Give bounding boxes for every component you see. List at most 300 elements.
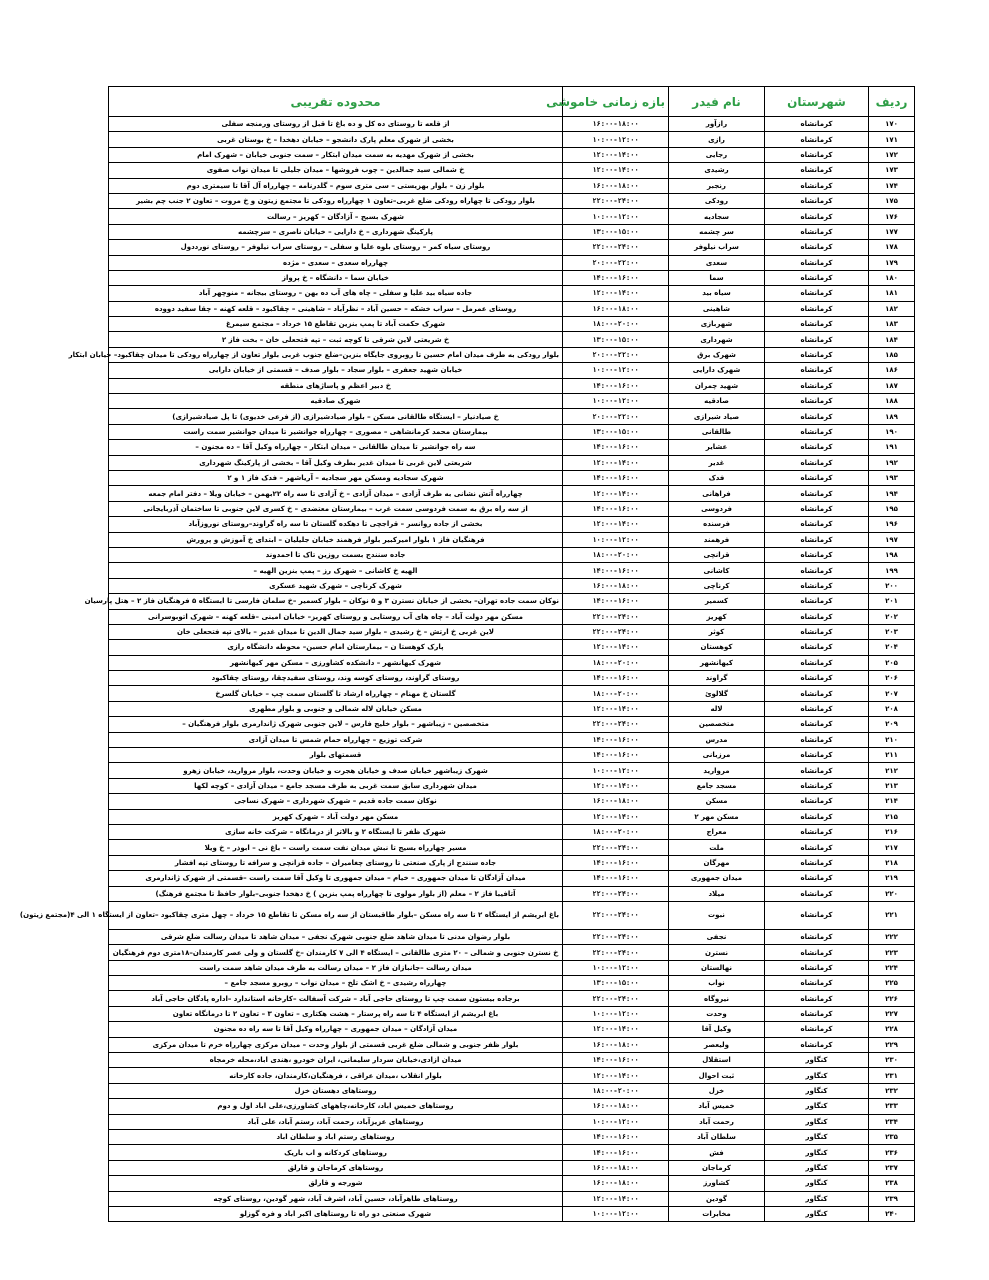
cell-approximate-area: خ صیادنیار – ایستگاه طالقانی مسکن – بلوار صیادشیرازی (از فرعی خدیوی) تا پل صیادشیرازی) <box>109 409 563 424</box>
cell-row-number: ۲۳۲ <box>869 1083 915 1098</box>
cell-outage-time: ۱۳:۰۰-۱۵:۰۰ <box>563 976 669 991</box>
cell-feeder-name: متخصصین <box>669 717 765 732</box>
cell-row-number: ۱۹۷ <box>869 532 915 547</box>
cell-feeder-name: طالقانی <box>669 424 765 439</box>
cell-city: کرمانشاه <box>765 178 869 193</box>
cell-approximate-area: پارک کوهستا ن – بیمارستان امام حسین– محوطه دانشگاه رازی <box>109 640 563 655</box>
cell-row-number: ۱۸۸ <box>869 394 915 409</box>
cell-feeder-name: کیهانشهر <box>669 655 765 670</box>
cell-outage-time: ۲۲:۰۰-۲۴:۰۰ <box>563 609 669 624</box>
cell-city: کرمانشاه <box>765 840 869 855</box>
cell-approximate-area: روستاهای دهستان خزل <box>109 1083 563 1098</box>
cell-row-number: ۲۲۵ <box>869 976 915 991</box>
cell-feeder-name: رنجبر <box>669 178 765 193</box>
cell-row-number: ۲۰۶ <box>869 671 915 686</box>
cell-city: کنگاور <box>765 1053 869 1068</box>
table-row <box>109 240 915 255</box>
cell-feeder-name: رحمت آباد <box>669 1114 765 1129</box>
cell-approximate-area: روستاهای کردکانه و اب باریک <box>109 1145 563 1160</box>
cell-approximate-area: روستای عمرمل – سراب خشکه – حسین آباد – نظرآباد – شاهینی – چقاکبود – قلعه کهنه – چقا سفید دووده <box>109 301 563 316</box>
cell-feeder-name: کسمیر <box>669 594 765 609</box>
cell-feeder-name: سلطان آباد <box>669 1130 765 1145</box>
cell-approximate-area: روستای گراوند، روستای کوسه وند، روستای سفیدچقا، روستای چقاکبود <box>109 671 563 686</box>
cell-row-number: ۲۲۳ <box>869 945 915 960</box>
cell-row-number: ۱۸۰ <box>869 270 915 285</box>
cell-city: کرمانشاه <box>765 640 869 655</box>
cell-approximate-area: میدان شهرداری سابق سمت غربی به طرف مسجد جامع – میدان آزادی – کوچه لکها <box>109 778 563 793</box>
cell-city: کرمانشاه <box>765 317 869 332</box>
cell-row-number: ۱۸۱ <box>869 286 915 301</box>
cell-feeder-name: لاله <box>669 701 765 716</box>
table-row <box>109 409 915 424</box>
cell-city: کرمانشاه <box>765 701 869 716</box>
cell-outage-time: ۲۰:۰۰-۲۲:۰۰ <box>563 347 669 362</box>
table-row <box>109 209 915 224</box>
table-row <box>109 501 915 516</box>
table-row <box>109 178 915 193</box>
cell-approximate-area: مسکن خیابان لاله شمالی و جنوبی و بلوار مطهری <box>109 701 563 716</box>
cell-approximate-area: روستاهای کرماجان و قارلق <box>109 1160 563 1175</box>
cell-outage-time: ۱۰:۰۰-۱۲:۰۰ <box>563 132 669 147</box>
table-row <box>109 1068 915 1083</box>
cell-row-number: ۲۳۱ <box>869 1068 915 1083</box>
cell-row-number: ۲۳۴ <box>869 1114 915 1129</box>
cell-approximate-area: شرکت توزیع – چهارراه حمام شمس تا میدان آزادی <box>109 732 563 747</box>
cell-feeder-name: رشیدی <box>669 163 765 178</box>
cell-feeder-name: مروارید <box>669 763 765 778</box>
cell-approximate-area: از سه راه برق به سمت فردوسی سمت غرب – بیمارستان معتضدی – خ کسری لاین جنوبی تا ساختمان آذربایجانی <box>109 501 563 516</box>
cell-city: کرمانشاه <box>765 193 869 208</box>
header-feeder-name: نام فیدر <box>669 87 765 117</box>
cell-feeder-name: سعدی <box>669 255 765 270</box>
cell-city: کرمانشاه <box>765 132 869 147</box>
table-row <box>109 1053 915 1068</box>
table-row <box>109 1191 915 1206</box>
cell-feeder-name: شهربازی <box>669 317 765 332</box>
cell-row-number: ۲۰۵ <box>869 655 915 670</box>
cell-approximate-area: چهارراه آتش نشانی به طرف آزادی – میدان آزادی – خ آزادی تا سه راه ۲۲بهمن – خیابان ویلا – دفتر امام جمعه <box>109 486 563 501</box>
cell-row-number: ۱۷۶ <box>869 209 915 224</box>
cell-feeder-name: فرهمند <box>669 532 765 547</box>
cell-approximate-area: از قلعه تا روستای ده کل و ده باغ تا قبل از روستای ورمنجه سفلی <box>109 117 563 132</box>
table-row <box>109 332 915 347</box>
cell-feeder-name: ملت <box>669 840 765 855</box>
cell-row-number: ۱۹۱ <box>869 440 915 455</box>
cell-city: کرمانشاه <box>765 991 869 1006</box>
cell-feeder-name: خمیس آباد <box>669 1099 765 1114</box>
cell-feeder-name: مسکن <box>669 794 765 809</box>
cell-outage-time: ۱۲:۰۰-۱۴:۰۰ <box>563 701 669 716</box>
cell-feeder-name: فدک <box>669 470 765 485</box>
cell-feeder-name: شهید چمران <box>669 378 765 393</box>
table-row <box>109 824 915 839</box>
cell-outage-time: ۱۰:۰۰-۱۲:۰۰ <box>563 1006 669 1021</box>
cell-city: کرمانشاه <box>765 717 869 732</box>
cell-city: کرمانشاه <box>765 424 869 439</box>
cell-outage-time: ۱۸:۰۰-۲۰:۰۰ <box>563 686 669 701</box>
cell-city: کنگاور <box>765 1114 869 1129</box>
cell-city: کرمانشاه <box>765 363 869 378</box>
cell-row-number: ۱۹۶ <box>869 517 915 532</box>
cell-row-number: ۲۱۴ <box>869 794 915 809</box>
table-row <box>109 763 915 778</box>
cell-approximate-area: میدان آزادگان تا میدان جمهوری – خیام – میدان جمهوری تا وکیل آقا سمت راست –قسمتی از شهرک ژاندارمری <box>109 871 563 886</box>
cell-city: کرمانشاه <box>765 301 869 316</box>
cell-approximate-area: میدان آزادگان – میدان جمهوری – چهارراه وکیل آقا تا سه راه ده مجنون <box>109 1022 563 1037</box>
table-row <box>109 440 915 455</box>
cell-feeder-name: ثبت احوال <box>669 1068 765 1083</box>
cell-outage-time: ۱۴:۰۰-۱۶:۰۰ <box>563 440 669 455</box>
cell-feeder-name: میلاد <box>669 886 765 901</box>
cell-city: کنگاور <box>765 1160 869 1175</box>
cell-city: کنگاور <box>765 1083 869 1098</box>
cell-approximate-area: روستاهای خمیس اباد، کارخانه،چاههای کشاورزی،علی اباد اول و دوم <box>109 1099 563 1114</box>
cell-outage-time: ۱۲:۰۰-۱۴:۰۰ <box>563 778 669 793</box>
cell-approximate-area: مسکن مهر دولت آباد – چاه های آب روستایی و روستای کهریز– خیابان امینی –قلعه کهنه – شهرک اتوبوسرانی <box>109 609 563 624</box>
cell-feeder-name: رازی <box>669 132 765 147</box>
cell-row-number: ۱۸۵ <box>869 347 915 362</box>
cell-feeder-name: فراهانی <box>669 486 765 501</box>
cell-outage-time: ۱۲:۰۰-۱۴:۰۰ <box>563 640 669 655</box>
table-row <box>109 1114 915 1129</box>
cell-city: کرمانشاه <box>765 732 869 747</box>
cell-feeder-name: عشایر <box>669 440 765 455</box>
cell-feeder-name: استقلال <box>669 1053 765 1068</box>
cell-approximate-area: میدان رسالت –جانبازان فاز ۲ – میدان رسالت به طرف میدان شاهد سمت راست <box>109 960 563 975</box>
outage-schedule-sheet <box>19 86 914 1222</box>
cell-approximate-area: بلوار ظفر جنوبی و شمالی ضلع غربی قسمتی از بلوار وحدت – میدان مرکزی چهارراه خرم تا میدان مرکزی <box>109 1037 563 1052</box>
cell-row-number: ۲۱۹ <box>869 871 915 886</box>
cell-city: کرمانشاه <box>765 563 869 578</box>
cell-feeder-name: کاشانی <box>669 563 765 578</box>
cell-outage-time: ۱۴:۰۰-۱۶:۰۰ <box>563 748 669 763</box>
cell-row-number: ۲۱۶ <box>869 824 915 839</box>
table-row <box>109 147 915 162</box>
cell-row-number: ۱۷۱ <box>869 132 915 147</box>
cell-row-number: ۱۹۳ <box>869 470 915 485</box>
cell-outage-time: ۱۴:۰۰-۱۶:۰۰ <box>563 470 669 485</box>
header-city: شهرستان <box>765 87 869 117</box>
cell-row-number: ۲۳۶ <box>869 1145 915 1160</box>
table-row <box>109 563 915 578</box>
table-row <box>109 1037 915 1052</box>
cell-city: کرمانشاه <box>765 901 869 929</box>
table-row <box>109 270 915 285</box>
cell-outage-time: ۱۶:۰۰-۱۸:۰۰ <box>563 1099 669 1114</box>
cell-outage-time: ۲۲:۰۰-۲۴:۰۰ <box>563 193 669 208</box>
cell-outage-time: ۱۲:۰۰-۱۴:۰۰ <box>563 1191 669 1206</box>
cell-city: کرمانشاه <box>765 440 869 455</box>
cell-city: کرمانشاه <box>765 224 869 239</box>
cell-approximate-area: شهرک کیهانشهر – دانشکده کشاورزی – مسکن مهر کیهانشهر <box>109 655 563 670</box>
cell-feeder-name: کشاورز <box>669 1176 765 1191</box>
cell-outage-time: ۱۲:۰۰-۱۴:۰۰ <box>563 1022 669 1037</box>
table-row <box>109 1176 915 1191</box>
cell-row-number: ۲۴۰ <box>869 1206 915 1221</box>
table-row <box>109 578 915 593</box>
cell-outage-time: ۲۲:۰۰-۲۴:۰۰ <box>563 991 669 1006</box>
cell-city: کنگاور <box>765 1206 869 1221</box>
cell-city: کرمانشاه <box>765 655 869 670</box>
header-outage-time: بازه زمانی خاموشی <box>563 87 669 117</box>
cell-outage-time: ۲۲:۰۰-۲۴:۰۰ <box>563 717 669 732</box>
cell-city: کرمانشاه <box>765 547 869 562</box>
cell-city: کرمانشاه <box>765 763 869 778</box>
table-row <box>109 470 915 485</box>
cell-feeder-name: شاهینی <box>669 301 765 316</box>
cell-approximate-area: گلستان خ مهنام – چهارراه ارشاد تا گلستان سمت چپ – خیابان گلسرخ <box>109 686 563 701</box>
cell-outage-time: ۱۲:۰۰-۱۴:۰۰ <box>563 163 669 178</box>
table-row <box>109 748 915 763</box>
cell-approximate-area: شهرک ظفر تا ایستگاه ۲ و بالاتر از درمانگاه – شرکت خانه سازی <box>109 824 563 839</box>
cell-feeder-name: وحدت <box>669 1006 765 1021</box>
cell-approximate-area: خ شمالی سید جمالدین – چوب فروشها – میدان جلیلی تا میدان نواب صفوی <box>109 163 563 178</box>
table-row <box>109 794 915 809</box>
cell-city: کرمانشاه <box>765 517 869 532</box>
cell-row-number: ۲۲۲ <box>869 929 915 944</box>
cell-feeder-name: سر چشمه <box>669 224 765 239</box>
cell-city: کرمانشاه <box>765 976 869 991</box>
cell-approximate-area: چهارراه رشیدی – خ اشک تلخ – میدان نواب – روبرو مسجد جامع – <box>109 976 563 991</box>
cell-approximate-area: روستاهای عزیزآباد، رحمت آباد، رستم آباد، علی آباد <box>109 1114 563 1129</box>
cell-row-number: ۲۰۰ <box>869 578 915 593</box>
cell-row-number: ۱۹۹ <box>869 563 915 578</box>
cell-city: کرمانشاه <box>765 409 869 424</box>
cell-approximate-area: مسکن مهر دولت آباد – شهرک کهریز <box>109 809 563 824</box>
cell-city: کرمانشاه <box>765 778 869 793</box>
cell-city: کرمانشاه <box>765 240 869 255</box>
cell-outage-time: ۱۰:۰۰-۱۲:۰۰ <box>563 1206 669 1221</box>
cell-outage-time: ۲۲:۰۰-۲۴:۰۰ <box>563 840 669 855</box>
cell-feeder-name: مدرس <box>669 732 765 747</box>
cell-outage-time: ۱۰:۰۰-۱۲:۰۰ <box>563 532 669 547</box>
cell-outage-time: ۲۲:۰۰-۲۴:۰۰ <box>563 624 669 639</box>
cell-outage-time: ۱۶:۰۰-۱۸:۰۰ <box>563 1176 669 1191</box>
cell-approximate-area: شهرک زیباشهر خیابان صدف و خیابان هجرت و خیابان وحدت، بلوار مروارید، خیابان زهرو <box>109 763 563 778</box>
cell-row-number: ۱۸۴ <box>869 332 915 347</box>
table-row <box>109 532 915 547</box>
cell-row-number: ۱۹۴ <box>869 486 915 501</box>
cell-feeder-name: سما <box>669 270 765 285</box>
cell-outage-time: ۱۶:۰۰-۱۸:۰۰ <box>563 1160 669 1175</box>
cell-approximate-area: شهرک سجادیه ومسکن مهر سجادیه – آریاشهر – فدک فاز ۱ و ۲ <box>109 470 563 485</box>
cell-city: کرمانشاه <box>765 347 869 362</box>
cell-row-number: ۲۳۹ <box>869 1191 915 1206</box>
cell-feeder-name: رودکی <box>669 193 765 208</box>
table-row <box>109 640 915 655</box>
table-row <box>109 394 915 409</box>
cell-approximate-area: شورجه و قارلق <box>109 1176 563 1191</box>
table-body <box>19 117 915 1222</box>
cell-approximate-area: فرهنگیان فاز ۱ بلوار امیرکبیر بلوار فرهمند خیابان جلیلیان – ابتدای خ آموزش و پرورش <box>109 532 563 547</box>
cell-approximate-area: بلوار رضوان مدنی تا میدان شاهد ضلع جنوبی شهرک نجفی – میدان شاهد تا میدان رسالت ضلع شرقی <box>109 929 563 944</box>
cell-city: کرمانشاه <box>765 960 869 975</box>
table-row <box>109 778 915 793</box>
cell-approximate-area: شریعتی لاین غربی تا میدان غدیر بطرف وکیل آقا – بخشی از پارکینگ شهرداری <box>109 455 563 470</box>
cell-feeder-name: گراوند <box>669 671 765 686</box>
cell-city: کرمانشاه <box>765 671 869 686</box>
cell-city: کرمانشاه <box>765 255 869 270</box>
cell-city: کرمانشاه <box>765 748 869 763</box>
cell-row-number: ۲۰۱ <box>869 594 915 609</box>
cell-outage-time: ۱۲:۰۰-۱۴:۰۰ <box>563 809 669 824</box>
cell-city: کرمانشاه <box>765 394 869 409</box>
cell-row-number: ۲۲۱ <box>869 901 915 929</box>
table-row <box>109 301 915 316</box>
cell-city: کرمانشاه <box>765 147 869 162</box>
cell-outage-time: ۱۶:۰۰-۱۸:۰۰ <box>563 117 669 132</box>
table-row <box>109 378 915 393</box>
cell-row-number: ۲۳۵ <box>869 1130 915 1145</box>
cell-feeder-name: شهرک برق <box>669 347 765 362</box>
cell-approximate-area: جاده سنندج از پارک صنعتی تا روستای چغامیران – جاده قزانچی و سرافه تا روستای تپه افشار <box>109 855 563 870</box>
cell-city: کرمانشاه <box>765 270 869 285</box>
cell-outage-time: ۱۲:۰۰-۱۴:۰۰ <box>563 1068 669 1083</box>
table-row <box>109 1160 915 1175</box>
cell-row-number: ۱۷۸ <box>869 240 915 255</box>
cell-approximate-area: متخصصین – زیباشهر – بلوار خلیج فارس – لاین جنوبی شهرک ژاندارمری بلوار فرهنگیان – <box>109 717 563 732</box>
cell-feeder-name: شهرک دارایی <box>669 363 765 378</box>
cell-city: کرمانشاه <box>765 929 869 944</box>
cell-feeder-name: سیاه بید <box>669 286 765 301</box>
cell-feeder-name: کرناچی <box>669 578 765 593</box>
cell-approximate-area: چهارراه سعدی – سعدی – مژده <box>109 255 563 270</box>
cell-city: کرمانشاه <box>765 378 869 393</box>
cell-feeder-name: خزل <box>669 1083 765 1098</box>
cell-feeder-name: نسترن <box>669 945 765 960</box>
table-row <box>109 1206 915 1221</box>
cell-city: کنگاور <box>765 1130 869 1145</box>
cell-outage-time: ۱۴:۰۰-۱۶:۰۰ <box>563 732 669 747</box>
cell-outage-time: ۱۰:۰۰-۱۲:۰۰ <box>563 363 669 378</box>
table-row <box>109 517 915 532</box>
cell-outage-time: ۱۲:۰۰-۱۴:۰۰ <box>563 486 669 501</box>
table-row <box>109 1083 915 1098</box>
cell-feeder-name: نهالستان <box>669 960 765 975</box>
cell-feeder-name: فرسنده <box>669 517 765 532</box>
cell-city: کرمانشاه <box>765 609 869 624</box>
cell-approximate-area: آتافیبا فاز ۲ – معلم (از بلوار مولوی تا چهارراه پمپ بنزین ) خ دهخدا جنوبی–بلوار حافظ تا مجتمع فرهنگ) <box>109 886 563 901</box>
table-row <box>109 163 915 178</box>
cell-feeder-name: گودین <box>669 1191 765 1206</box>
cell-approximate-area: بخشی از جاده روانسر – قراجچی تا دهکده گلستان تا سه راه گراوند–روستای نوروزآباد <box>109 517 563 532</box>
table-row <box>109 486 915 501</box>
cell-feeder-name: رازآور <box>669 117 765 132</box>
cell-city: کرمانشاه <box>765 455 869 470</box>
cell-outage-time: ۱۳:۰۰-۱۵:۰۰ <box>563 224 669 239</box>
cell-city: کرمانشاه <box>765 1037 869 1052</box>
cell-feeder-name: کوثر <box>669 624 765 639</box>
table-row <box>109 193 915 208</box>
cell-feeder-name: رجایی <box>669 147 765 162</box>
cell-approximate-area: قسمتهای بلوار <box>109 748 563 763</box>
cell-city: کرمانشاه <box>765 286 869 301</box>
cell-approximate-area: لاین غربی خ ارتش – خ رشیدی – بلوار سید جمال الدین تا میدان غدیر – بالای تپه فتحعلی خان <box>109 624 563 639</box>
cell-outage-time: ۱۴:۰۰-۱۶:۰۰ <box>563 563 669 578</box>
cell-approximate-area: خیابان شهید جعفری – بلوار سجاد – بلوار صدف – قسمتی از خیابان دارایی <box>109 363 563 378</box>
cell-approximate-area: روستای سیاه کمر – روستای بلوه علیا و سفلی – روستای سراب نیلوفر – روستای نورددول <box>109 240 563 255</box>
cell-row-number: ۱۷۴ <box>869 178 915 193</box>
table-row <box>109 671 915 686</box>
table-row <box>109 1130 915 1145</box>
cell-row-number: ۲۲۰ <box>869 886 915 901</box>
cell-city: کرمانشاه <box>765 871 869 886</box>
cell-row-number: ۲۳۰ <box>869 1053 915 1068</box>
cell-approximate-area: روستاهای رستم اباد و سلطان اباد <box>109 1130 563 1145</box>
table-row <box>109 424 915 439</box>
table-row <box>109 117 915 132</box>
table-row <box>109 363 915 378</box>
table-row <box>109 224 915 239</box>
cell-feeder-name: وکیل آقا <box>669 1022 765 1037</box>
cell-city: کرمانشاه <box>765 855 869 870</box>
cell-city: کنگاور <box>765 1191 869 1206</box>
cell-row-number: ۲۲۸ <box>869 1022 915 1037</box>
cell-approximate-area: باغ ابریشم از ایستگاه ۲ تا سه راه مسکن –بلوار طاقبستان از سه راه مسکن تا تقاطع ۱۵ خرداد – چهل متری چقاکبود –تعاون از ایستگاه ۱ الی ۴(مجتمع زیتون) <box>109 901 563 929</box>
cell-approximate-area: برجاده بیستون سمت چپ تا روستای حاجی آباد – شرکت آسفالت –کارخانه استاندارد –اداره پادگان حاجی آباد <box>109 991 563 1006</box>
cell-outage-time: ۲۰:۰۰-۲۲:۰۰ <box>563 255 669 270</box>
cell-feeder-name: غدیر <box>669 455 765 470</box>
cell-row-number: ۲۱۵ <box>869 809 915 824</box>
cell-row-number: ۱۹۰ <box>869 424 915 439</box>
cell-feeder-name: قزانچی <box>669 547 765 562</box>
cell-city: کنگاور <box>765 1099 869 1114</box>
cell-approximate-area: سه راه جوانشیر تا میدان طالقانی – میدان ابتکار – چهارراه وکیل آقا – ده مجنون – <box>109 440 563 455</box>
cell-row-number: ۲۲۹ <box>869 1037 915 1052</box>
cell-row-number: ۲۰۴ <box>869 640 915 655</box>
table-row <box>109 317 915 332</box>
cell-outage-time: ۲۲:۰۰-۲۴:۰۰ <box>563 240 669 255</box>
cell-city: کرمانشاه <box>765 578 869 593</box>
cell-row-number: ۱۷۳ <box>869 163 915 178</box>
cell-outage-time: ۱۶:۰۰-۱۸:۰۰ <box>563 178 669 193</box>
outage-schedule-table <box>19 86 915 1222</box>
cell-city: کرمانشاه <box>765 1006 869 1021</box>
cell-approximate-area: خ شریعتی لاین شرقی تا کوچه ثبت – تپه فتحعلی خان – بخت فاز ۲ <box>109 332 563 347</box>
cell-outage-time: ۱۰:۰۰-۱۲:۰۰ <box>563 209 669 224</box>
table-row <box>109 594 915 609</box>
cell-outage-time: ۲۲:۰۰-۲۴:۰۰ <box>563 929 669 944</box>
cell-outage-time: ۱۶:۰۰-۱۸:۰۰ <box>563 794 669 809</box>
cell-row-number: ۱۸۶ <box>869 363 915 378</box>
cell-row-number: ۱۷۵ <box>869 193 915 208</box>
cell-city: کنگاور <box>765 1145 869 1160</box>
cell-outage-time: ۱۸:۰۰-۲۰:۰۰ <box>563 824 669 839</box>
cell-outage-time: ۱۸:۰۰-۲۰:۰۰ <box>563 547 669 562</box>
table-row <box>109 960 915 975</box>
cell-outage-time: ۱۲:۰۰-۱۴:۰۰ <box>563 286 669 301</box>
cell-city: کرمانشاه <box>765 332 869 347</box>
cell-outage-time: ۲۲:۰۰-۲۴:۰۰ <box>563 886 669 901</box>
cell-row-number: ۱۸۹ <box>869 409 915 424</box>
cell-approximate-area: بلوار رودکی به طرف میدان امام حسین تا روبروی جایگاه بنزین–ضلع جنوب غربی بلوار تعاون از چهارراه رودکی تا میدان چقاکبود– خیابان ابتکار <box>109 347 563 362</box>
cell-row-number: ۱۸۲ <box>869 301 915 316</box>
cell-feeder-name: مهرگان <box>669 855 765 870</box>
cell-approximate-area: شهرک صنعتی دو راه تا روستاهای اکبر اباد و فره گوزلو <box>109 1206 563 1221</box>
cell-feeder-name: نبوت <box>669 901 765 929</box>
cell-outage-time: ۱۲:۰۰-۱۴:۰۰ <box>563 517 669 532</box>
cell-row-number: ۲۱۱ <box>869 748 915 763</box>
cell-row-number: ۱۸۳ <box>869 317 915 332</box>
cell-city: کرمانشاه <box>765 945 869 960</box>
cell-row-number: ۱۹۸ <box>869 547 915 562</box>
table-row <box>109 547 915 562</box>
cell-approximate-area: خیابان سما – دانشگاه – خ پرواز <box>109 270 563 285</box>
cell-approximate-area: نوکان سمت جاده قدیم – شهرک شهرداری – شهرک نساجی <box>109 794 563 809</box>
table-row <box>109 255 915 270</box>
cell-row-number: ۲۱۷ <box>869 840 915 855</box>
cell-row-number: ۱۷۹ <box>869 255 915 270</box>
